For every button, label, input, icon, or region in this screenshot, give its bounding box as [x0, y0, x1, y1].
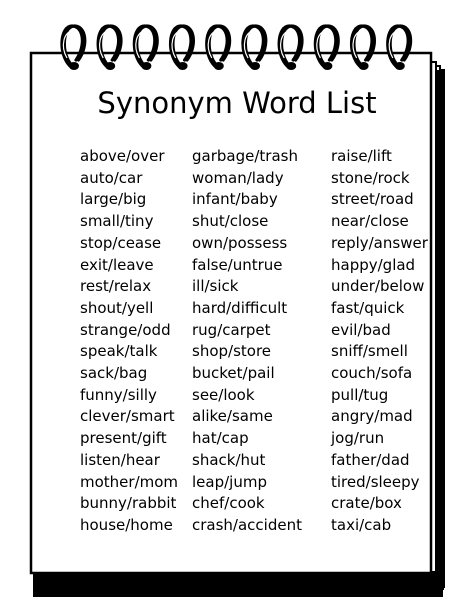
synonym-pair: jog/run [331, 429, 385, 448]
synonym-pair: house/home [80, 515, 173, 534]
page-title: Synonym Word List [97, 86, 377, 120]
synonym-pair: garbage/trash [192, 147, 298, 165]
word-column-1 [80, 146, 178, 537]
word-column-2 [192, 146, 302, 537]
synonym-pair: clever/smart [80, 407, 175, 426]
word-column-3 [331, 146, 428, 537]
synonym-pair: above/over [80, 147, 165, 165]
synonym-pair: stone/rock [331, 168, 410, 187]
synonym-pair: hat/cap [192, 429, 249, 448]
synonym-pair: pull/tug [331, 385, 389, 404]
synonym-pair: angry/mad [331, 407, 413, 426]
synonym-pair: evil/bad [331, 320, 391, 339]
synonym-pair: shout/yell [80, 298, 154, 317]
synonym-pair: chef/cook [192, 494, 265, 513]
synonym-pair: sack/bag [80, 364, 148, 383]
synonym-pair: street/road [331, 190, 414, 209]
synonym-pair: small/tiny [80, 212, 154, 231]
synonym-pair: exit/leave [80, 255, 154, 274]
synonym-pair: leap/jump [192, 472, 267, 491]
synonym-pair: crate/box [331, 494, 402, 513]
synonym-pair: shut/close [192, 212, 269, 231]
synonym-pair: near/close [331, 212, 409, 231]
synonym-pair: own/possess [192, 233, 288, 252]
synonym-pair: reply/answer [331, 233, 428, 252]
synonym-pair: funny/silly [80, 385, 157, 404]
synonym-pair: alike/same [192, 407, 273, 426]
synonym-pair: crash/accident [192, 515, 302, 534]
page-shadow-side [436, 70, 444, 590]
synonym-pair: woman/lady [192, 168, 284, 187]
synonym-pair: auto/car [80, 168, 143, 187]
synonym-pair: strange/odd [80, 320, 171, 339]
synonym-pair: couch/sofa [331, 364, 413, 383]
synonym-pair: listen/hear [80, 450, 160, 469]
synonym-pair: sniff/smell [331, 342, 408, 361]
synonym-pair: happy/glad [331, 255, 416, 274]
synonym-pair: raise/lift [331, 147, 392, 165]
synonym-pair: false/untrue [192, 255, 283, 274]
synonym-pair: rug/carpet [192, 320, 271, 339]
synonym-pair: taxi/cab [331, 515, 392, 534]
synonym-pair: tired/sleepy [331, 472, 420, 491]
page-shadow [33, 571, 443, 597]
synonym-pair: hard/difficult [192, 298, 288, 317]
synonym-pair: rest/relax [80, 277, 152, 296]
synonym-pair: infant/baby [192, 190, 278, 209]
synonym-pair: large/big [80, 190, 147, 209]
synonym-pair: mother/mom [80, 472, 179, 491]
synonym-pair: ill/sick [192, 277, 239, 296]
synonym-pair: bucket/pail [192, 364, 275, 383]
synonym-pair: stop/cease [80, 233, 162, 252]
synonym-pair: fast/quick [331, 298, 405, 317]
synonym-pair: see/look [192, 385, 255, 404]
synonym-pair: present/gift [80, 429, 167, 448]
synonym-pair: bunny/rabbit [80, 494, 177, 513]
synonym-pair: shack/hut [192, 450, 266, 469]
synonym-pair: speak/talk [80, 342, 158, 361]
synonym-pair: father/dad [331, 450, 410, 469]
synonym-pair: shop/store [192, 342, 272, 361]
synonym-pair: under/below [331, 277, 425, 296]
